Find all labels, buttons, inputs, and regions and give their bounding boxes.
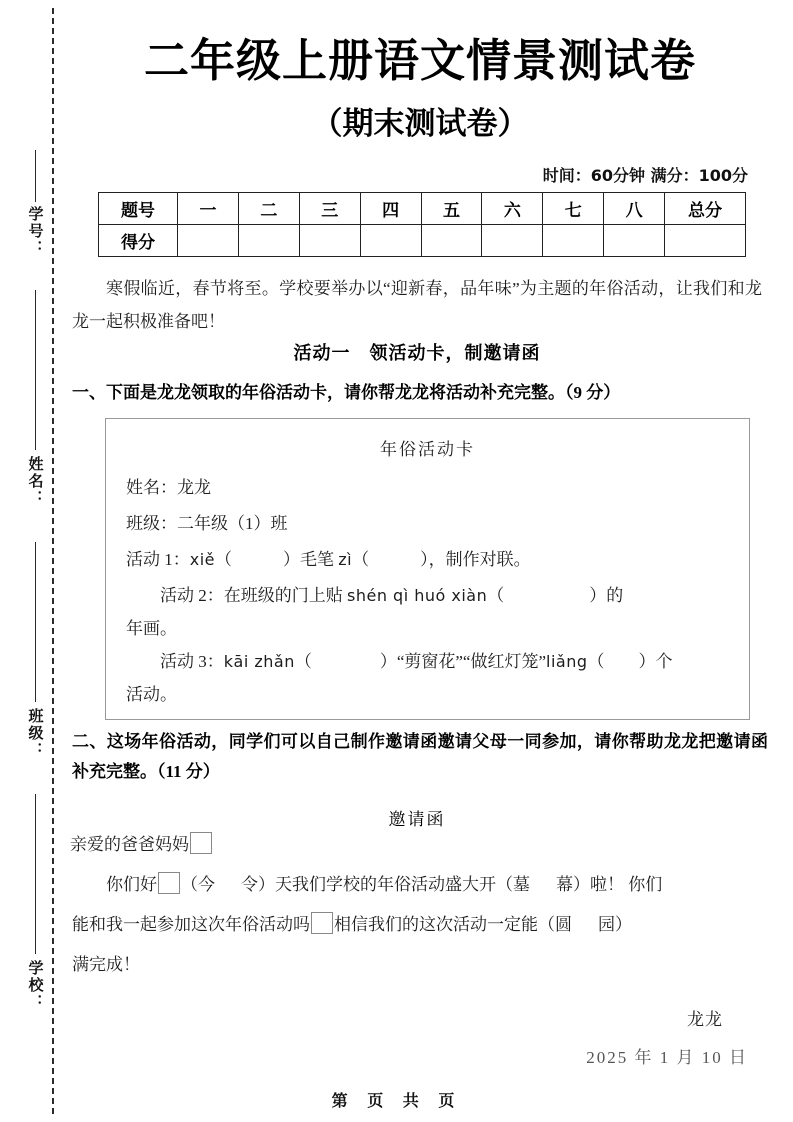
page-subtitle: （期末测试卷） — [311, 106, 529, 142]
letter-date: 2025 年 1 月 10 日 — [586, 1048, 748, 1067]
column-header-5: 五 — [421, 193, 482, 225]
exam-meta-info: 时间：60分钟 满分：100分 — [542, 166, 748, 185]
card-name-value: 龙龙 — [177, 478, 211, 497]
answer-box-punctuation[interactable] — [311, 912, 333, 934]
score-table — [98, 192, 746, 257]
margin-label-text: 学号： — [26, 206, 45, 257]
activity-3-pinyin-1: kāi zhǎn — [223, 652, 295, 671]
margin-rule — [35, 794, 36, 954]
card-activity-2 — [126, 578, 749, 614]
question-2-text: 二、这场年俗活动，同学们可以自己制作邀请函邀请父母一同参加，请你帮助龙龙把邀请函补充完整。 — [72, 732, 768, 782]
activity-1-pinyin-1: xiě — [189, 550, 216, 569]
letter-body-line-2 — [72, 908, 772, 942]
answer-blank-paren[interactable]: （ ） — [487, 586, 607, 605]
row-header-question-no: 题号 — [99, 193, 178, 225]
column-header-2: 二 — [238, 193, 299, 225]
activity-1-mid: 毛笔 — [300, 550, 339, 569]
activity-1-prefix: 活动 1： — [126, 550, 190, 569]
column-header-1: 一 — [178, 193, 239, 225]
score-cell-7[interactable] — [543, 225, 604, 257]
score-cell-1[interactable] — [178, 225, 239, 257]
card-field-class — [126, 506, 749, 542]
activity-3-pinyin-2: liǎng — [546, 652, 588, 671]
column-header-3: 三 — [299, 193, 360, 225]
card-field-name — [126, 470, 749, 506]
answer-blank-paren[interactable]: （ ） — [294, 652, 397, 671]
answer-box-punctuation[interactable] — [158, 872, 180, 894]
score-cell-8[interactable] — [604, 225, 665, 257]
score-cell-2[interactable] — [238, 225, 299, 257]
card-activity-3-cont: 活动。 — [126, 685, 177, 704]
letter-line1-c: 令）天我们学校的年俗活动盛大开（墓 — [241, 875, 530, 894]
card-activity-3 — [126, 644, 749, 680]
margin-label-student-id — [18, 206, 54, 262]
activity-card-title: 年俗活动卡 — [380, 440, 475, 459]
question-1-points: （9 分） — [565, 383, 621, 402]
page-title: 二年级上册语文情景测试卷 — [143, 34, 696, 87]
score-cell-5[interactable] — [421, 225, 482, 257]
letter-title: 邀请函 — [388, 810, 446, 829]
answer-blank-paren[interactable]: （ ） — [352, 550, 429, 569]
question-2-prompt — [72, 727, 768, 787]
answer-box-punctuation[interactable] — [190, 832, 212, 854]
column-header-6: 六 — [482, 193, 543, 225]
answer-blank-paren[interactable]: （ ） — [587, 652, 656, 671]
column-header-4: 四 — [360, 193, 421, 225]
margin-label-text: 学校： — [26, 960, 45, 1011]
score-cell-total[interactable] — [665, 225, 746, 257]
margin-label-text: 姓名： — [26, 456, 45, 507]
card-name-label: 姓名： — [126, 478, 177, 497]
activity-3-prefix: 活动 3： — [160, 652, 224, 671]
activity-1-suffix: ，制作对联。 — [428, 550, 531, 569]
activity-2-pinyin: shén qì huó xiàn — [347, 586, 488, 605]
margin-label-school — [18, 960, 54, 1016]
card-activity-2-cont: 年画。 — [126, 619, 177, 638]
question-1-text: 一、下面是龙龙领取的年俗活动卡，请你帮龙龙将活动补充完整。 — [72, 383, 565, 403]
question-2-points: （11 分） — [157, 762, 220, 781]
margin-rule — [35, 150, 36, 202]
table-row-header — [99, 193, 746, 225]
column-header-total: 总分 — [665, 193, 746, 225]
letter-signature: 龙龙 — [687, 1010, 723, 1029]
letter-body-line-1 — [72, 868, 772, 902]
letter-line1-d: 幕）啦！ 你们 — [556, 875, 663, 894]
activity-1-pinyin-2: zì — [338, 550, 353, 569]
card-class-label: 班级： — [126, 514, 177, 533]
activity-3-suffix: 个 — [655, 652, 673, 671]
margin-rule — [35, 290, 36, 450]
letter-line2-c: 园） — [598, 915, 632, 934]
card-class-value: 二年级（1）班 — [177, 514, 288, 533]
activity-card-box — [105, 418, 750, 720]
score-cell-4[interactable] — [360, 225, 421, 257]
margin-label-class — [18, 708, 54, 764]
question-1-prompt — [72, 378, 768, 408]
activity-heading: 活动一 领活动卡，制邀请函 — [293, 343, 541, 364]
score-cell-3[interactable] — [299, 225, 360, 257]
intro-paragraph: 寒假临近，春节将至。学校要举办以“迎新春，品年味”为主题的年俗活动，让我们和龙龙一起积极准备吧！ — [72, 279, 762, 331]
margin-label-name — [18, 456, 54, 512]
margin-rule — [35, 542, 36, 702]
letter-line2-a: 能和我一起参加这次年俗活动吗 — [72, 915, 310, 934]
letter-line1-a: 你们好 — [106, 875, 157, 894]
answer-blank-paren[interactable]: （ ） — [215, 550, 301, 569]
activity-3-mid: “剪窗花”“做红灯笼” — [396, 652, 547, 671]
letter-salutation-text: 亲爱的爸爸妈妈 — [70, 835, 189, 854]
activity-2-suffix: 的 — [606, 586, 624, 605]
letter-salutation — [70, 828, 770, 862]
letter-line1-b: （今 — [181, 875, 215, 894]
letter-body-line-3: 满完成！ — [72, 955, 140, 974]
table-row-score — [99, 225, 746, 257]
margin-label-group — [18, 150, 54, 1080]
activity-2-prefix: 活动 2：在班级的门上贴 — [160, 586, 347, 605]
letter-line2-b: 相信我们的这次活动一定能（圆 — [334, 915, 572, 934]
row-header-score: 得分 — [99, 225, 178, 257]
score-cell-6[interactable] — [482, 225, 543, 257]
column-header-7: 七 — [543, 193, 604, 225]
card-activity-1 — [126, 542, 749, 578]
column-header-8: 八 — [604, 193, 665, 225]
margin-label-text: 班级： — [26, 708, 45, 759]
page-footer: 第 页 共 页 — [331, 1091, 462, 1110]
